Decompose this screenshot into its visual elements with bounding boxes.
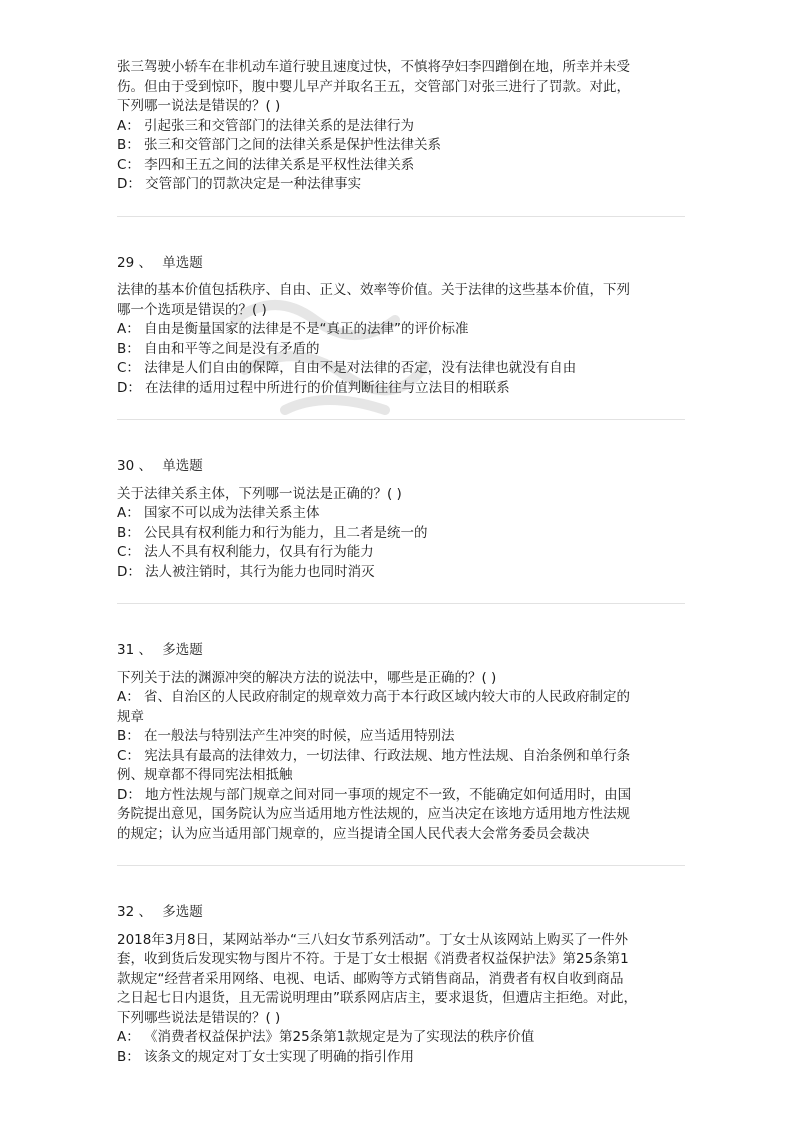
divider bbox=[117, 419, 685, 420]
q28-option-c[interactable]: C： 李四和王五之间的法律关系是平权性法律关系 bbox=[117, 156, 415, 173]
q29-type: 单选题 bbox=[162, 254, 203, 271]
q28-stem-line: 伤。但由于受到惊吓，腹中婴儿早产并取名王五，交管部门对张三进行了罚款。对此， bbox=[117, 78, 630, 95]
q29-header bbox=[117, 254, 687, 274]
q31-option-d-line: 的规定；认为应当适用部门规章的，应当提请全国人民代表大会常务委员会裁决 bbox=[117, 825, 590, 842]
q31-number: 31 、 bbox=[117, 642, 152, 658]
q31-option-a-line: A： 省、自治区的人民政府制定的规章效力高于本行政区域内较大市的人民政府制定的 bbox=[117, 689, 631, 705]
q29-option-c[interactable]: C： 法律是人们自由的保障，自由不是对法律的否定，没有法律也就没有自由 bbox=[117, 360, 577, 376]
q30-stem-line: 关于法律关系主体，下列哪一说法是正确的？( ) bbox=[117, 485, 402, 502]
q32-number: 32 、 bbox=[117, 904, 152, 920]
q28-option-b[interactable]: B： 张三和交管部门之间的法律关系是保护性法律关系 bbox=[117, 137, 442, 153]
q31-header bbox=[117, 641, 687, 661]
q29-option-d[interactable]: D： 在法律的适用过程中所进行的价值判断往往与立法目的相联系 bbox=[117, 379, 510, 396]
question-30 bbox=[117, 457, 687, 582]
divider bbox=[117, 865, 685, 866]
q32-option-b[interactable]: B： 该条文的规定对丁女士实现了明确的指引作用 bbox=[117, 1048, 415, 1065]
q30-header bbox=[117, 457, 687, 477]
q32-type: 多选题 bbox=[162, 904, 203, 920]
q28-option-d[interactable]: D： 交管部门的罚款决定是一种法律事实 bbox=[117, 176, 362, 192]
exam-page bbox=[117, 58, 687, 1067]
q31-option-d-line: D： 地方性法规与部门规章之间对同一事项的规定不一致，不能确定如何适用时，由国 bbox=[117, 786, 632, 803]
q30-number: 30 、 bbox=[117, 458, 152, 474]
q28-option-a[interactable]: A： 引起张三和交管部门的法律关系的是法律行为 bbox=[117, 117, 415, 134]
q30-type: 单选题 bbox=[162, 458, 203, 474]
q29-number: 29 、 bbox=[117, 254, 152, 271]
q31-type: 多选题 bbox=[162, 642, 203, 658]
q28-stem-line: 张三驾驶小轿车在非机动车道行驶且速度过快，不慎将孕妇李四蹭倒在地，所幸并未受 bbox=[117, 59, 630, 75]
q32-stem-line: 2018年3月8日，某网站举办“三八妇女节系列活动”。丁女士从该网站上购买了一件外 bbox=[117, 931, 629, 948]
q29-stem-line: 哪一个选项是错误的？( ) bbox=[117, 301, 267, 318]
question-28 bbox=[117, 58, 687, 195]
q30-option-d[interactable]: D： 法人被注销时，其行为能力也同时消灭 bbox=[117, 563, 375, 580]
question-32 bbox=[117, 903, 687, 1067]
question-31 bbox=[117, 641, 687, 844]
q32-header bbox=[117, 903, 687, 923]
q32-option-a[interactable]: A： 《消费者权益保护法》第25条第1款规定是为了实现法的秩序价值 bbox=[117, 1029, 535, 1045]
q32-stem-line: 之日起七日内退货，且无需说明理由”联系网店店主，要求退货，但遭店主拒绝。对此， bbox=[117, 990, 637, 1006]
q31-option-a-line: 规章 bbox=[117, 708, 144, 725]
q29-option-b[interactable]: B： 自由和平等之间是没有矛盾的 bbox=[117, 340, 320, 357]
q31-stem-line: 下列关于法的渊源冲突的解决方法的说法中，哪些是正确的？( ) bbox=[117, 669, 497, 686]
q29-option-a[interactable]: A： 自由是衡量国家的法律是不是“真正的法律”的评价标准 bbox=[117, 321, 469, 337]
q31-option-c-line: C： 宪法具有最高的法律效力，一切法律、行政法规、地方性法规、自治条例和单行条 bbox=[117, 747, 631, 764]
q31-option-b[interactable]: B： 在一般法与特别法产生冲突的时候，应当适用特别法 bbox=[117, 728, 455, 744]
divider bbox=[117, 216, 685, 217]
q30-option-a[interactable]: A： 国家不可以成为法律关系主体 bbox=[117, 505, 320, 521]
q30-option-c[interactable]: C： 法人不具有权利能力，仅具有行为能力 bbox=[117, 544, 374, 560]
q32-stem-line: 款规定“经营者采用网络、电视、电话、邮购等方式销售商品，消费者有权自收到商品 bbox=[117, 970, 624, 987]
q30-option-b[interactable]: B： 公民具有权利能力和行为能力，且二者是统一的 bbox=[117, 524, 428, 541]
q31-option-a[interactable] bbox=[117, 688, 687, 727]
q29-stem-line: 法律的基本价值包括秩序、自由、正义、效率等价值。关于法律的这些基本价值，下列 bbox=[117, 282, 630, 298]
q31-option-d[interactable] bbox=[117, 786, 687, 845]
q32-stem-line: 套，收到货后发现实物与图片不符。于是丁女士根据《消费者权益保护法》第25条第1 bbox=[117, 951, 629, 967]
question-29 bbox=[117, 254, 687, 399]
divider bbox=[117, 603, 685, 604]
q31-option-c[interactable] bbox=[117, 747, 687, 786]
q31-option-c-line: 例、规章都不得同宪法相抵触 bbox=[117, 767, 293, 783]
q32-stem-line: 下列哪些说法是错误的？( ) bbox=[117, 1009, 281, 1026]
q31-option-d-line: 务院提出意见，国务院认为应当适用地方性法规的，应当决定在该地方适用地方性法规 bbox=[117, 806, 630, 822]
q28-stem-line: 下列哪一说法是错误的？( ) bbox=[117, 98, 281, 114]
